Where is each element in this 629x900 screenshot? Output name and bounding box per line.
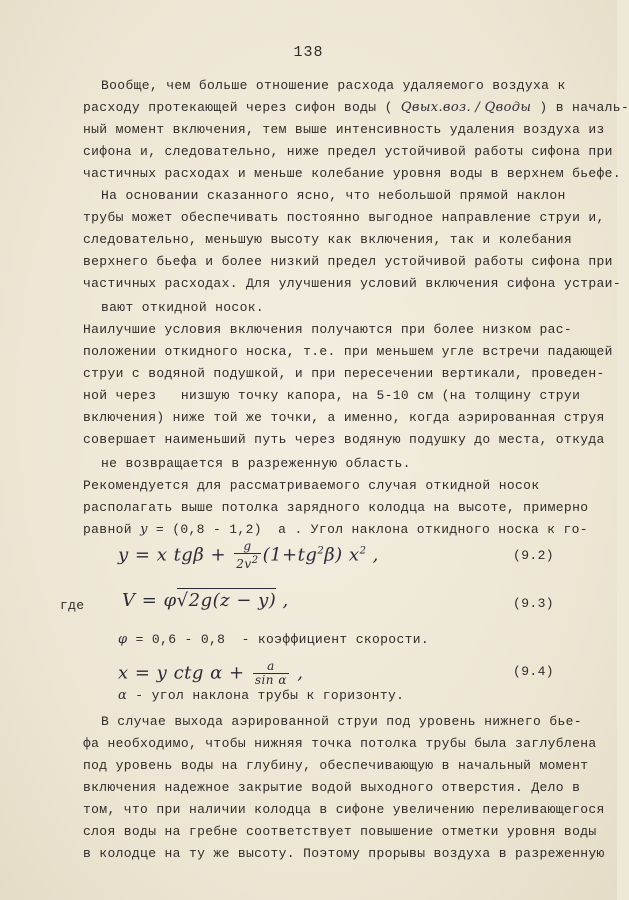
text-line: На основании сказанного ясно, что небольшой прямой наклон: [101, 188, 566, 203]
text-line: положении откидного носка, т.е. при меньшем угле встречи падающей: [83, 344, 613, 359]
page-number: 138: [293, 44, 324, 61]
text-line: в колодце на ту же высоту. Поэтому прорывы воздуха в разреженную: [83, 846, 605, 861]
text-line: под уровень воды на глубину, обеспечивающую в начальный момент: [83, 758, 589, 773]
formula-9-2: y = x tgβ + $\frac{g}{2v^2}$ $(1+tg^2\beta)$ $x^2$ ,: [118, 539, 379, 571]
text-line: верхнего бьефа и более низкий предел устойчивой работы сифона при: [83, 254, 613, 269]
text-line: равной y = (0,8 - 1,2) a . Угол наклона откидного носка к го-: [83, 522, 588, 537]
text-line: располагать выше потолка зарядного колодца на высоте, примерно: [83, 500, 589, 515]
text-line: Рекомендуется для рассматриваемого случая откидной носок: [83, 478, 540, 493]
text-line: следовательно, меньшую высоту как включения, так и колебания: [83, 232, 573, 247]
handwritten-symbol: α: [118, 688, 128, 703]
text-line: фа необходимо, чтобы нижняя точка потолка трубы была заглублена: [83, 736, 597, 751]
formula-9-4: x = y ctg α + $\frac{a}{\text{sin α}}$ ,: [118, 659, 304, 687]
text-line: α - угол наклона трубы к горизонту.: [118, 688, 405, 703]
text-line: не возвращается в разреженную область.: [101, 456, 411, 471]
text-line: φ = 0,6 - 0,8 - коэффициент скорости.: [118, 632, 430, 647]
equation-number: (9.3): [513, 596, 555, 611]
text-line: ный момент включения, тем выше интенсивность удаления воздуха из: [83, 122, 605, 137]
text-line: вают откидной носок.: [101, 300, 265, 315]
equation-number: (9.4): [513, 664, 555, 679]
text-line: ной через низшую точку капора, на 5-10 см (на толщину струи: [83, 388, 581, 403]
text-line: частичных расходах. Для улучшения условий включения сифона устраи-: [83, 276, 621, 291]
text-line: слоя воды на гребне соответствует повышение отметки уровня воды: [83, 824, 597, 839]
text-line: совершает наименьший путь через водяную подушку до места, откуда: [83, 432, 605, 447]
text-line: частичных расходах и меньше колебание уровня воды в верхнем бьефе.: [83, 166, 621, 181]
text-line: включения) ниже той же точки, а именно, когда аэрированная струя: [83, 410, 605, 425]
handwritten-symbol: φ: [118, 632, 128, 647]
text-line: Вообще, чем больше отношение расхода удаляемого воздуха к: [101, 78, 566, 93]
text-line: сифона и, следовательно, ниже предел устойчивой работы сифона при: [83, 144, 613, 159]
formula-9-3: V = φ√2g(z − y) ,: [122, 590, 289, 611]
text-line: Наилучшие условия включения получаются при более низком рас-: [83, 322, 573, 337]
text-line: где: [60, 598, 85, 613]
text-line: расходу протекающей через сифон воды ( Qвых.воз. / Qводы ) в началь-: [83, 100, 629, 115]
text-line: В случае выхода аэрированной струи под уровень нижнего бье-: [101, 714, 582, 729]
text-line: трубы может обеспечивать постоянно выгодное направление струи и,: [83, 210, 605, 225]
text-line: струи с водяной подушкой, и при пересечении вертикали, проведен-: [83, 366, 605, 381]
equation-number: (9.2): [513, 548, 555, 563]
handwritten-symbol: y: [140, 522, 148, 537]
text-line: том, что при наличии колодца в сифоне увеличению переливающегося: [83, 802, 605, 817]
handwritten-ratio: Qвых.воз. / Qводы: [400, 100, 532, 115]
text-line: включения надежное закрытие водой выходного отверстия. Дело в: [83, 780, 581, 795]
